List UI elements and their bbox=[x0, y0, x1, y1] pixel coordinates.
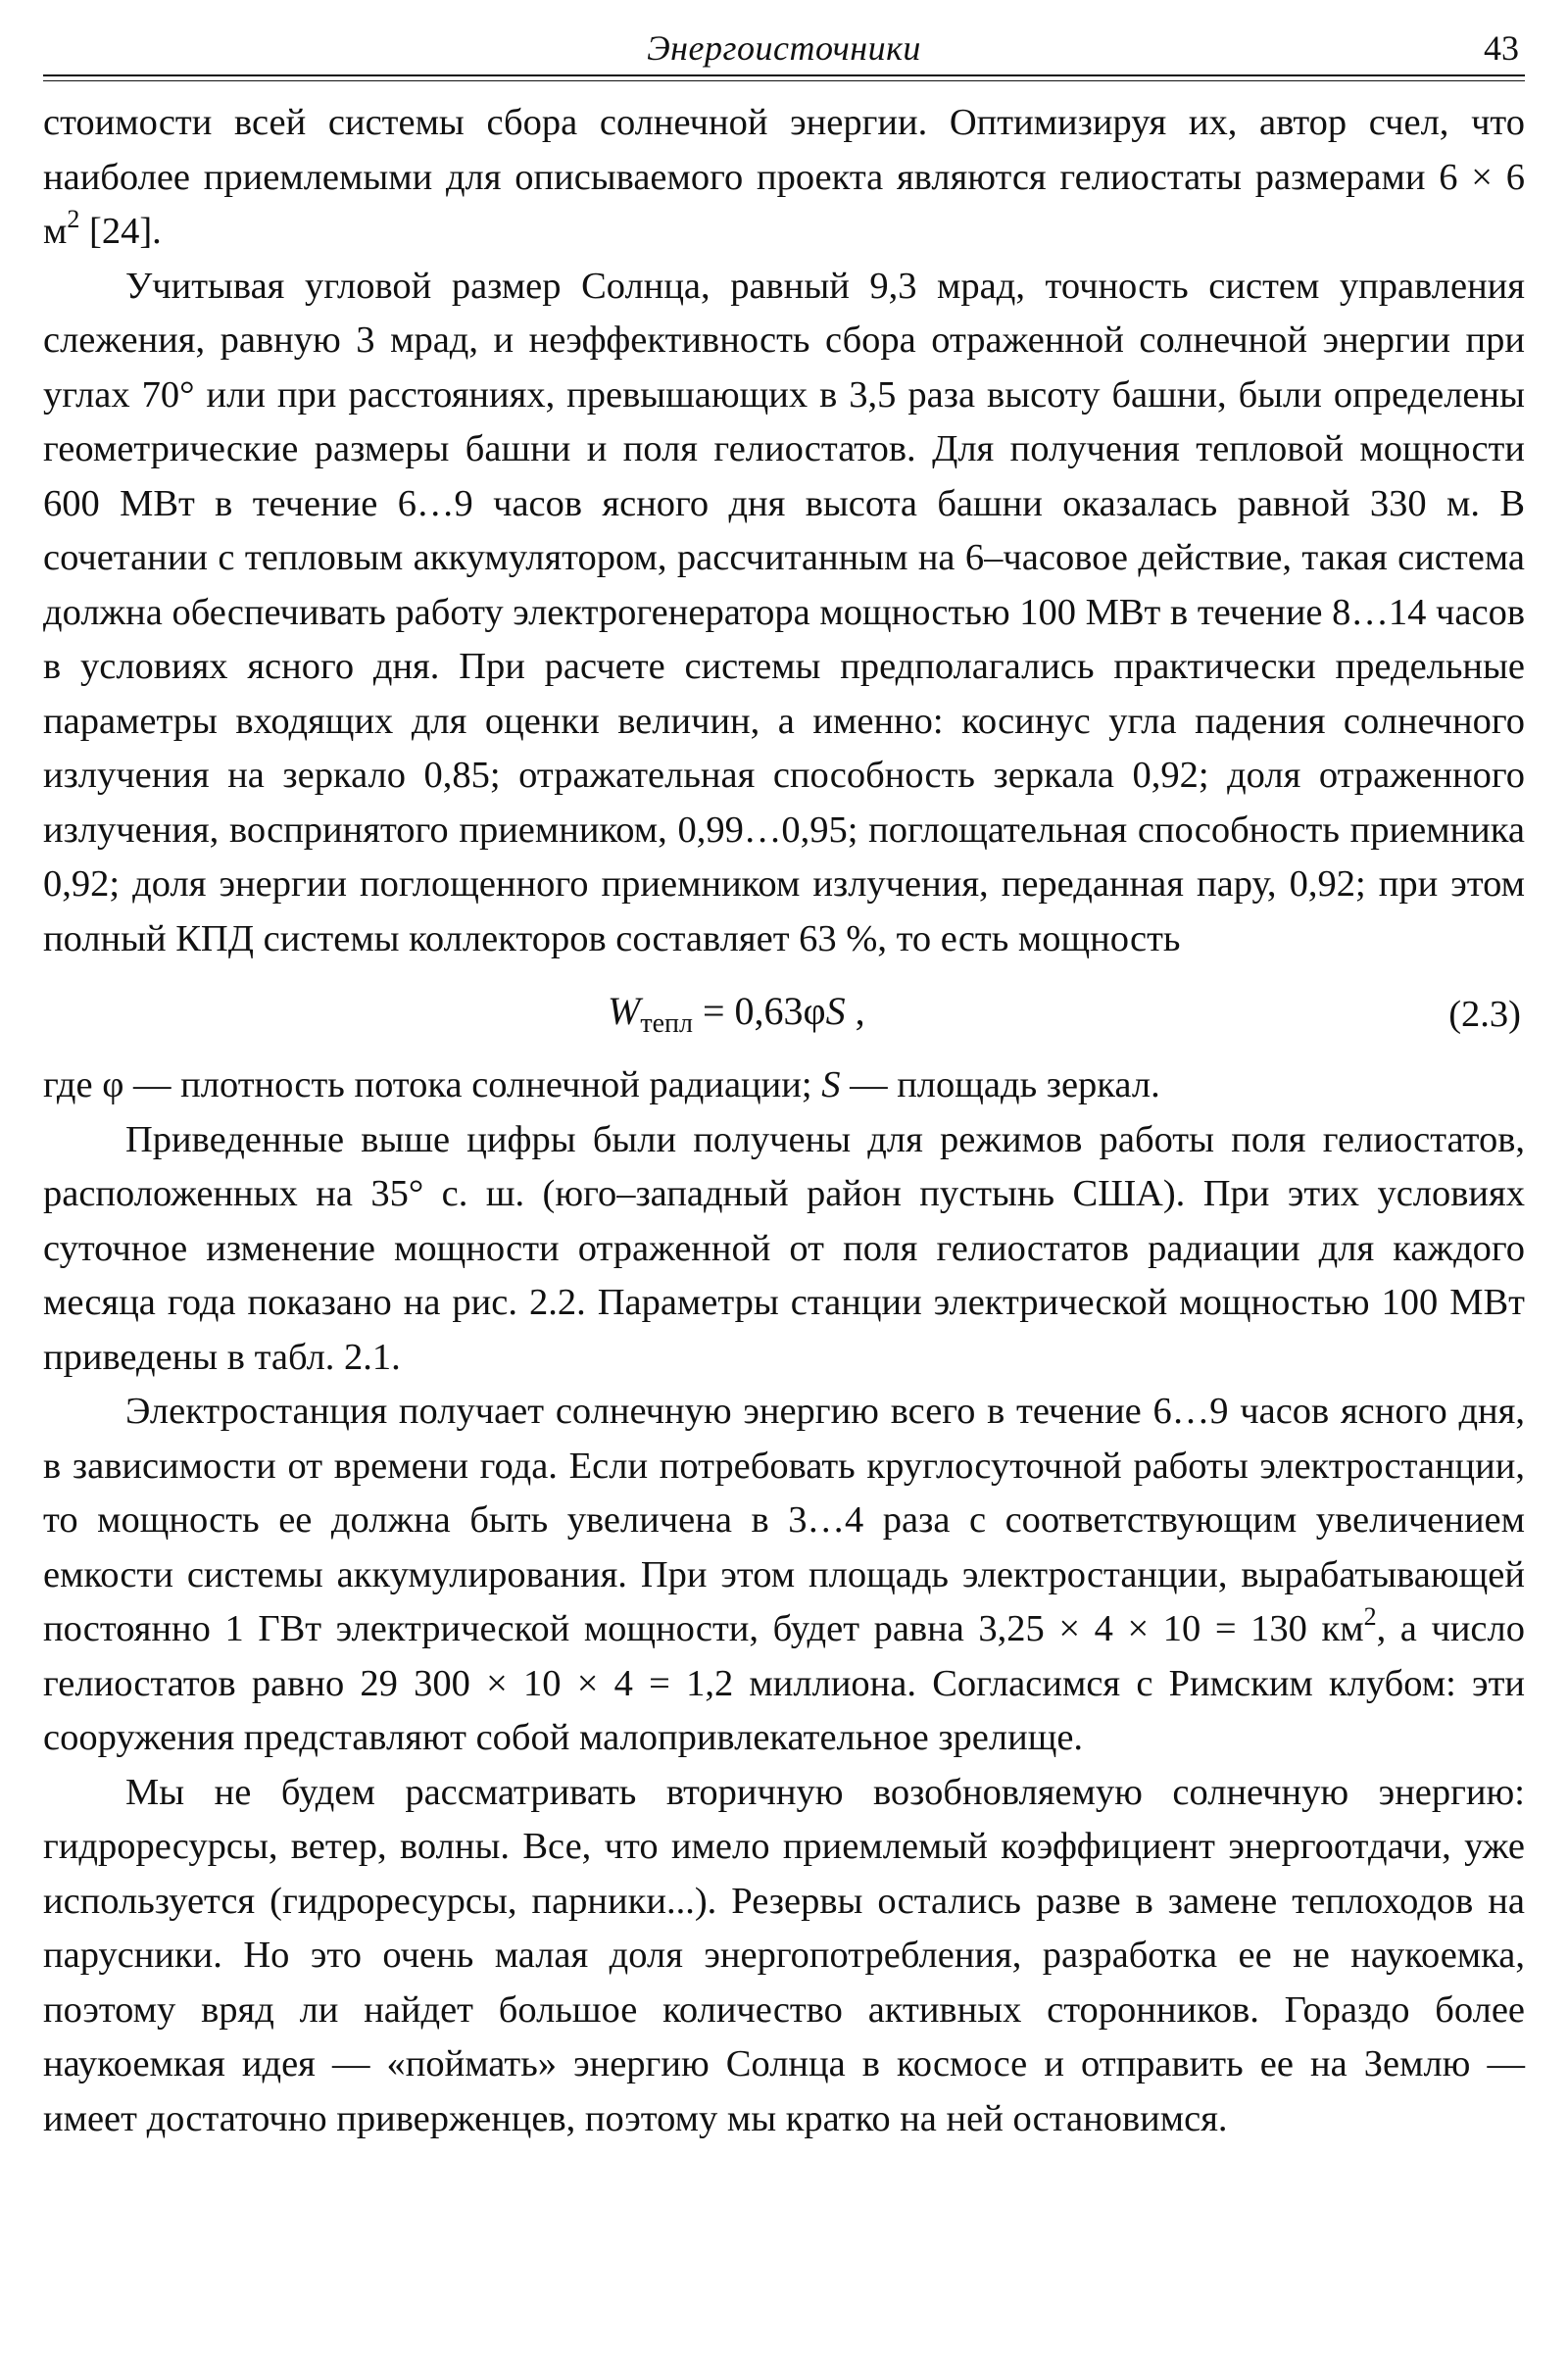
equation-number: (2.3) bbox=[1448, 994, 1521, 1035]
paragraph-6: Мы не будем рассматривать вторичную возобновляемую солнечную энергию: гидроресурсы, ветер, волны. Все, что имело приемлемый коэффициент энергоотдачи, уже используется (гидроресурсы, парники...). Резервы остались разве в замене теплоходов на парусники. Но это очень малая доля энергопотребления, разработка ее не наукоемка, поэтому вряд ли найдет большое количество активных сторонников. Гораздо более наукоемкая идея — «поймать» энергию Солнца в космосе и отправить ее на Землю — имеет достаточно приверженцев, поэтому мы кратко на ней остановимся. bbox=[43, 1771, 1525, 2139]
paragraph-3-tail: — площадь зеркал. bbox=[840, 1064, 1160, 1105]
paragraph-1 bbox=[43, 96, 1525, 260]
paragraph-2: Учитывая угловой размер Солнца, равный 9,3 мрад, точность систем управления слежения, равную 3 мрад, и неэффективность сбора отраженной солнечной энергии при углах 70° или при расстояниях, превышающих в 3,5 раза высоту башни, были определены геометрические размеры башни и поля гелиостатов. Для получения тепловой мощности 600 МВт в течение 6…9 часов ясного дня высота башни оказалась равной 330 м. В сочетании с тепловым аккумулятором, рассчитанным на 6–часовое действие, такая система должна обеспечивать работу электрогенератора мощностью 100 МВт в течение 8…14 часов в условиях ясного дня. При расчете системы предполагались практически предельные параметры входящих для оценки величин, а именно: косинус угла падения солнечного излучения на зеркало 0,85; отражательная способность зеркала 0,92; доля отраженного излучения, воспринятого приемником, 0,99…0,95; поглощательная способность приемника 0,92; доля энергии поглощенного приемником излучения, переданная пару, 0,92; при этом полный КПД системы коллекторов составляет 63 %, то есть мощность bbox=[43, 265, 1525, 959]
paragraph-4: Приведенные выше цифры были получены для режимов работы поля гелиостатов, расположенных на 35° с. ш. (юго–западный район пустынь США). При этих условиях суточное изменение мощности отраженной от поля гелиостатов радиации для каждого месяца года показано на рис. 2.2. Параметры станции электрической мощностью 100 МВт приведены в табл. 2.1. bbox=[43, 1118, 1525, 1378]
formula-2-3 bbox=[608, 984, 865, 1052]
paragraph-5-tail: , а число гелиостатов равно 29 300 × 10 × 4 = 1,2 миллиона. Согласимся с Римским клубом: эти сооружения представляют собой малопривлекательное зрелище. bbox=[43, 1608, 1525, 1758]
formula-lhs-symbol: W bbox=[608, 989, 641, 1033]
formula-phi: φ bbox=[803, 989, 826, 1033]
formula-rhs: = 0,63 bbox=[692, 989, 804, 1033]
paragraph-3-lead: где bbox=[43, 1064, 103, 1105]
header-rule-thin bbox=[43, 80, 1525, 81]
phi-symbol: φ bbox=[102, 1064, 124, 1105]
superscript: 2 bbox=[1363, 1602, 1377, 1631]
paragraph-3 bbox=[43, 1058, 1525, 1113]
formula-line bbox=[43, 978, 1525, 1058]
page-header bbox=[43, 22, 1525, 74]
formula-lhs-subscript: тепл bbox=[640, 1008, 693, 1039]
paragraph-1-tail: [24]. bbox=[79, 211, 162, 252]
formula-s: S bbox=[825, 989, 846, 1033]
paragraph-1-text: стоимости всей системы сбора солнечной энергии. Оптимизируя их, автор счел, что наиболее приемлемыми для описываемого проекта являются гелиостаты размерами 6 × 6 м bbox=[43, 102, 1525, 252]
header-rule bbox=[43, 74, 1525, 76]
page bbox=[43, 22, 1525, 2146]
s-symbol: S bbox=[821, 1064, 841, 1105]
paragraph-5-text: Электростанция получает солнечную энергию всего в течение 6…9 часов ясного дня, в зависимости от времени года. Если потребовать круглосуточной работы электростанции, то мощность ее должна быть увеличена в 3…4 раза с соответствующим увеличением емкости системы аккумулирования. При этом площадь электростанции, вырабатывающей постоянно 1 ГВт электрической мощности, будет равна 3,25 × 4 × 10 = 130 км bbox=[43, 1391, 1525, 1649]
superscript: 2 bbox=[67, 205, 80, 233]
running-title: Энергоисточники bbox=[647, 28, 921, 68]
paragraph-3-mid: — плотность потока солнечной радиации; bbox=[123, 1064, 822, 1105]
page-number: 43 bbox=[1484, 28, 1519, 68]
formula-trailing: , bbox=[845, 989, 865, 1033]
paragraph-5 bbox=[43, 1385, 1525, 1766]
body-text bbox=[43, 96, 1525, 2146]
